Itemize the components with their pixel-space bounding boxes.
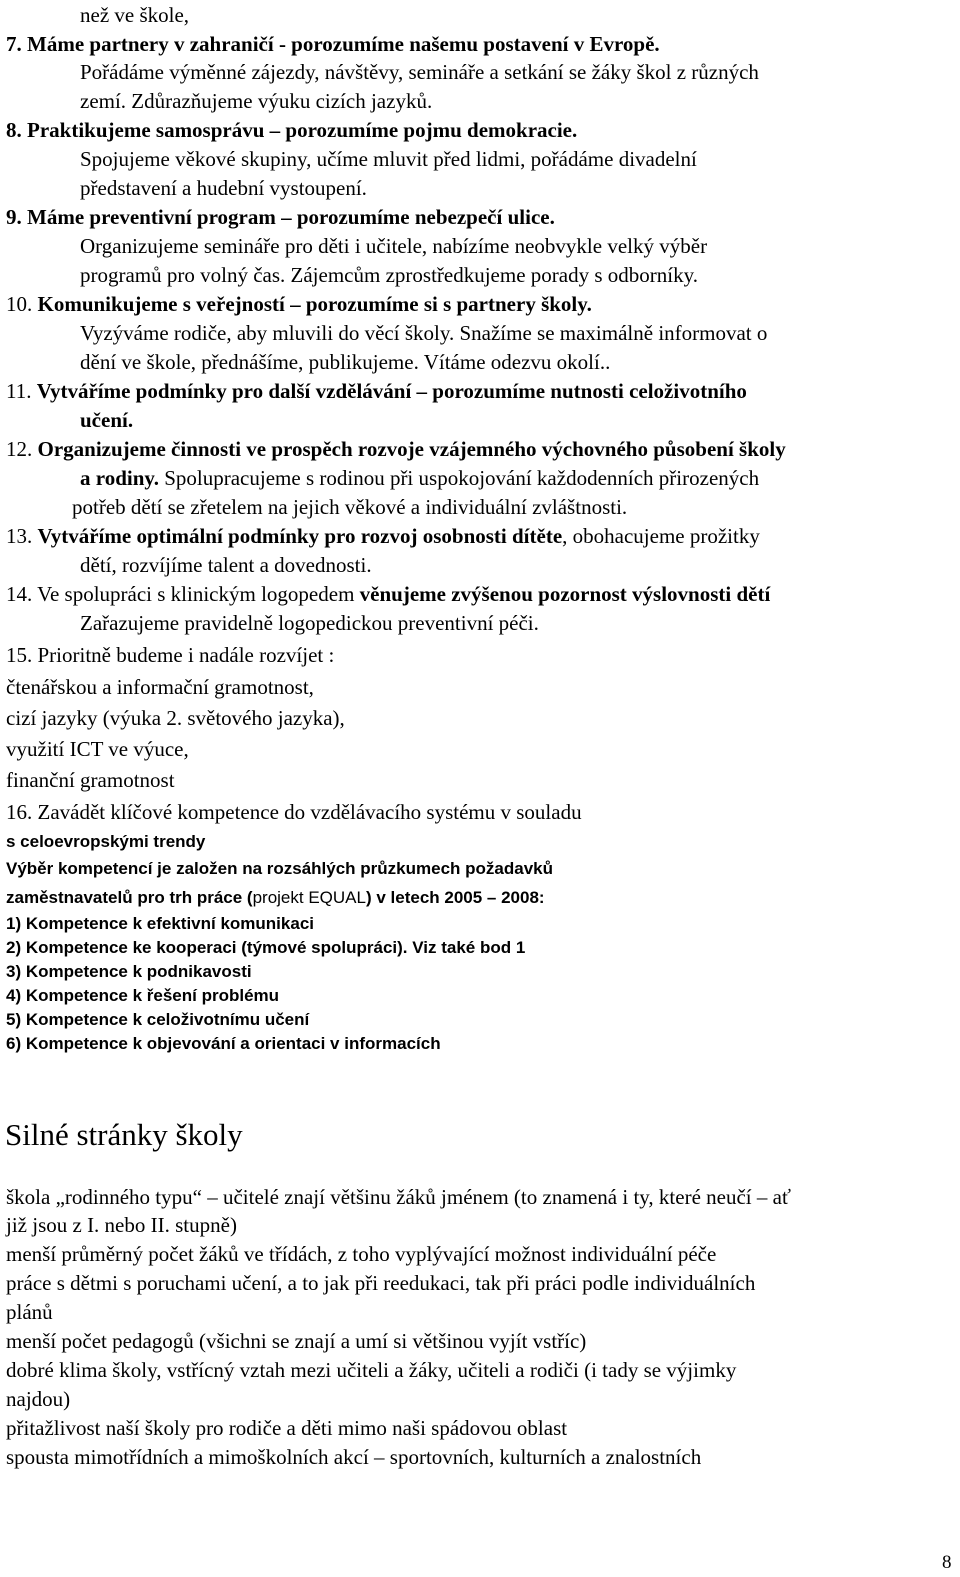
item-text: , obohacujeme prožitky [562,524,760,548]
competence-item: 5) Kompetence k celoživotnímu učení [6,1010,310,1029]
strength-line: plánů [6,1300,53,1324]
item-heading: Máme preventivní program – porozumíme nebezpečí ulice. [27,205,555,229]
item-text: Ve spolupráci s klinickým logopedem [32,582,360,606]
competences-text: zaměstnavatelů pro trh práce ( [6,888,253,907]
list-item-12 [6,435,786,464]
item-heading-cont [80,406,133,435]
strength-line: škola „rodinného typu“ – učitelé znají většinu žáků jménem (to znamená i ty, které neučí – ať [6,1185,791,1209]
strength-line: menší počet pedagogů (všichni se znají a umí si většinou vyjít vstříc) [6,1329,587,1353]
list-item-10 [6,290,592,319]
item-number: 16. [6,800,33,824]
item-number: 14. [6,582,33,606]
item-line: představení a hudební vystoupení. [80,176,367,200]
item-heading: Máme partnery v zahraničí - porozumíme našemu postavení v Evropě. [27,32,660,56]
strength-line: spousta mimotřídních a mimoškolních akcí – sportovních, kulturních a znalostních [6,1445,702,1469]
list-item-8 [6,116,577,145]
item-line: Pořádáme výměnné zájezdy, návštěvy, semináře a setkání se žáky škol z různých [80,60,759,84]
item-text: Spolupracujeme s rodinou při uspokojování každodenních přirozených [158,466,760,490]
competences-line: Výběr kompetencí je založen na rozsáhlých průzkumech požadavků [6,859,553,878]
strength-line: najdou) [6,1387,71,1411]
item-line: Organizujeme semináře pro děti i učitele, nabízíme neobvykle velký výběr [80,234,708,258]
strength-line: přitažlivost naší školy pro rodiče a děti mimo naši spádovou oblast [6,1416,568,1440]
item-line: dění ve škole, přednášíme, publikujeme. Vítáme odezvu okolí.. [80,350,611,374]
project-name: projekt EQUAL [252,888,366,907]
strength-line: práce s dětmi s poruchami učení, a to jak při reedukaci, tak při práci podle individuálních [6,1271,756,1295]
item-number: 15. [6,643,33,667]
sub-item: čtenářskou a informační gramotnost, [6,675,314,699]
item-number: 13. [6,524,33,548]
competence-item: 2) Kompetence ke kooperaci (týmové spolupráci). Viz také bod 1 [6,938,526,957]
item-line: dětí, rozvíjíme talent a dovednosti. [80,553,372,577]
strength-line: dobré klima školy, vstřícný vztah mezi učiteli a žáky, učiteli a rodiči (i tady se výjimky [6,1358,737,1382]
list-item-9 [6,203,555,232]
item-line: Spojujeme věkové skupiny, učíme mluvit před lidmi, pořádáme divadelní [80,147,697,171]
competence-item: 6) Kompetence k objevování a orientaci v informacích [6,1034,441,1053]
section-heading: Silné stránky školy [5,1117,243,1152]
list-item-13 [6,522,760,551]
competences-line: s celoevropskými trendy [6,832,206,851]
item-heading: Vytváříme podmínky pro další vzdělávání – porozumíme nutnosti celoživotního [36,379,747,403]
item-line: potřeb dětí se zřetelem na jejich věkové a individuální zvláštnosti. [72,495,628,519]
item-text: Zavádět klíčové kompetence do vzdělávacího systému v souladu [32,800,582,824]
item-text: Prioritně budeme i nadále rozvíjet : [32,643,335,667]
sub-item: cizí jazyky (výuka 2. světového jazyka), [6,706,345,730]
item-number: 9. [6,205,22,229]
list-item-11 [6,377,747,406]
item-number: 11. [6,379,32,403]
item-heading-cont-text: učení. [80,408,134,432]
item-number: 12. [6,437,33,461]
item-number: 7. [6,32,22,56]
item-heading-cont [80,464,759,493]
strength-line: již jsou z I. nebo II. stupně) [6,1213,237,1237]
list-item-14 [6,580,770,609]
item-heading: věnujeme zvýšenou pozornost výslovnosti dětí [359,582,771,606]
sub-item: využití ICT ve výuce, [6,737,189,761]
item-number: 8. [6,118,22,142]
item-heading: Komunikujeme s veřejností – porozumíme si s partnery školy. [37,292,592,316]
competence-item: 4) Kompetence k řešení problému [6,986,280,1005]
item-number: 10. [6,292,33,316]
item-line: Zařazujeme pravidelně logopedickou preventivní péči. [80,611,539,635]
page-number: 8 [942,1552,952,1573]
competence-item: 1) Kompetence k efektivní komunikaci [6,914,314,933]
sub-item: finanční gramotnost [6,768,175,792]
competence-item: 3) Kompetence k podnikavosti [6,962,252,981]
competences-text: ) v letech 2005 – 2008: [365,888,545,907]
item-heading-cont-text: a rodiny. [80,466,159,490]
intro-tail: než ve škole, [80,3,190,27]
strength-line: menší průměrný počet žáků ve třídách, z toho vyplývající možnost individuální péče [6,1242,717,1266]
competences-line [6,886,545,910]
item-heading: Vytváříme optimální podmínky pro rozvoj osobnosti dítěte [37,524,563,548]
item-line: zemí. Zdůrazňujeme výuku cizích jazyků. [80,89,433,113]
item-heading: Organizujeme činnosti ve prospěch rozvoje vzájemného výchovného působení školy [37,437,786,461]
list-item-15 [6,641,334,670]
list-item-7 [6,30,660,59]
item-heading: Praktikujeme samosprávu – porozumíme pojmu demokracie. [27,118,578,142]
item-line: programů pro volný čas. Zájemcům zprostředkujeme porady s odborníky. [80,263,698,287]
item-line: Vyzýváme rodiče, aby mluvili do věcí školy. Snažíme se maximálně informovat o [80,321,768,345]
list-item-16 [6,798,582,827]
